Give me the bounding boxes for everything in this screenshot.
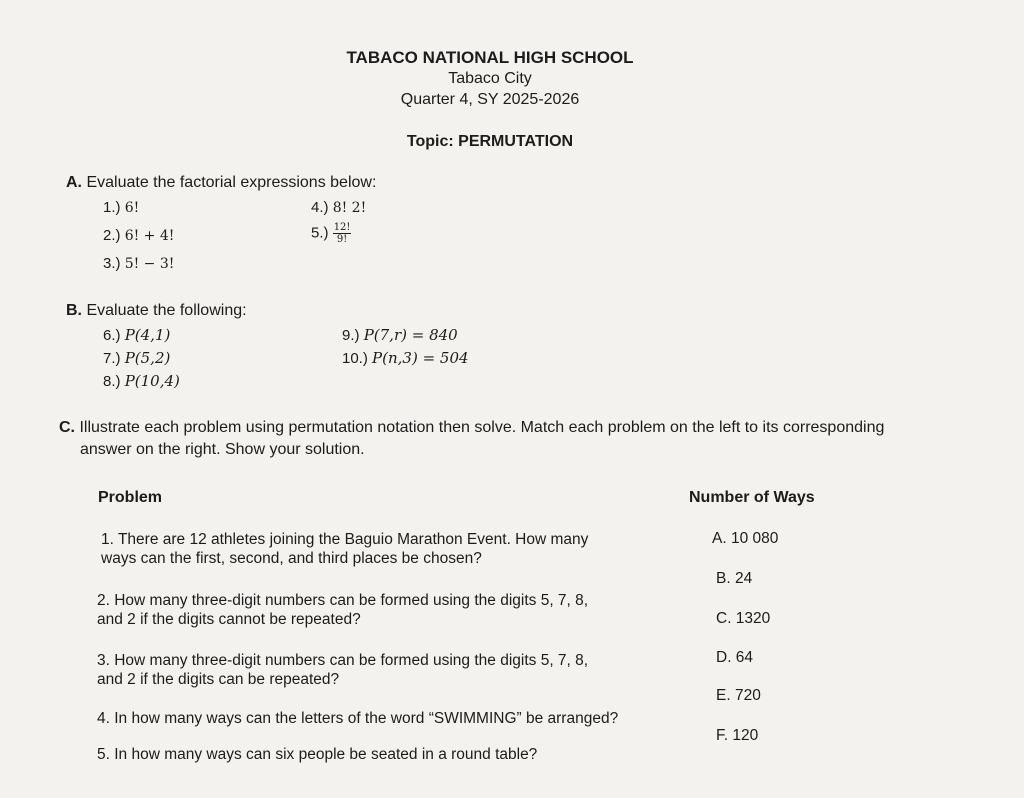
- item-1: [103, 199, 139, 216]
- problem-5-line1: 5. In how many ways can six people be seated in a round table?: [97, 746, 538, 763]
- section-c-instruction-line1: Illustrate each problem using permutation notation then solve. Match each problem on the left to its corresponding: [79, 419, 885, 436]
- problem-2-line2: and 2 if the digits cannot be repeated?: [97, 611, 361, 628]
- problem-1: [101, 530, 588, 568]
- section-b-heading: [66, 302, 247, 320]
- item-8-expression: P(10,4): [124, 372, 180, 390]
- item-3-expression: 5! − 3!: [124, 256, 175, 272]
- school-quarter: Quarter 4, SY 2025-2026: [400, 91, 580, 108]
- item-5-numerator: 12!: [333, 222, 351, 233]
- item-5-denominator: 9!: [336, 234, 348, 245]
- answer-column-header: Number of Ways: [689, 489, 815, 506]
- item-5: [311, 222, 351, 245]
- item-5-fraction: [333, 222, 352, 245]
- item-3: [103, 255, 174, 272]
- problem-3-line1: 3. How many three-digit numbers can be formed using the digits 5, 7, 8,: [97, 652, 589, 669]
- problem-1-line2: ways can the first, second, and third places be chosen?: [101, 550, 482, 567]
- answer-f: F. 120: [716, 727, 759, 744]
- item-2: [103, 227, 174, 244]
- item-6: [103, 326, 170, 344]
- answer-e: E. 720: [716, 687, 761, 704]
- item-4: [311, 199, 366, 216]
- problem-5: [97, 745, 537, 764]
- item-4-expression: 8! 2!: [332, 200, 367, 216]
- school-city: Tabaco City: [448, 70, 532, 87]
- item-10-number: 10.): [342, 350, 368, 367]
- problem-2-line1: 2. How many three-digit numbers can be formed using the digits 5, 7, 8,: [97, 592, 589, 609]
- item-6-number: 6.): [103, 327, 121, 344]
- item-8-number: 8.): [103, 373, 121, 390]
- answer-d: D. 64: [716, 649, 754, 666]
- item-3-number: 3.): [103, 255, 121, 272]
- item-2-number: 2.): [103, 227, 121, 244]
- section-a-heading: [66, 174, 376, 192]
- school-name: TABACO NATIONAL HIGH SCHOOL: [346, 48, 634, 67]
- item-1-expression: 6!: [124, 200, 140, 216]
- problem-1-line1: 1. There are 12 athletes joining the Baguio Marathon Event. How many: [101, 531, 589, 548]
- problem-column-header: Problem: [98, 489, 163, 506]
- section-c-letter: C.: [59, 419, 75, 436]
- item-8: [103, 372, 180, 390]
- problem-3-line2: and 2 if the digits can be repeated?: [97, 671, 340, 688]
- answer-a: A. 10 080: [712, 530, 779, 547]
- problem-4-line1: 4. In how many ways can the letters of the word “SWIMMING” be arranged?: [97, 710, 619, 727]
- item-7: [103, 349, 170, 367]
- section-c-heading: [59, 419, 884, 437]
- problem-2: [97, 591, 588, 629]
- item-5-number: 5.): [311, 224, 329, 242]
- item-10: [342, 349, 469, 367]
- problem-3: [97, 651, 588, 689]
- section-c-instruction-line2: answer on the right. Show your solution.: [80, 441, 365, 458]
- item-7-number: 7.): [103, 350, 121, 367]
- answer-b: B. 24: [716, 570, 753, 587]
- section-b-instruction: Evaluate the following:: [86, 302, 247, 319]
- answer-c: C. 1320: [716, 610, 771, 627]
- section-a-letter: A.: [66, 174, 82, 191]
- item-7-expression: P(5,2): [124, 349, 171, 367]
- item-9-number: 9.): [342, 327, 360, 344]
- section-a-instruction: Evaluate the factorial expressions below:: [86, 174, 377, 191]
- item-1-number: 1.): [103, 199, 121, 216]
- item-9: [342, 326, 458, 344]
- item-9-expression: P(7,r) = 840: [363, 326, 458, 344]
- section-b-letter: B.: [66, 302, 82, 319]
- problem-4: [97, 709, 618, 728]
- item-6-expression: P(4,1): [124, 326, 171, 344]
- item-4-number: 4.): [311, 199, 329, 216]
- item-2-expression: 6! + 4!: [124, 228, 175, 244]
- topic-title: Topic: PERMUTATION: [406, 133, 574, 150]
- item-10-expression: P(n,3) = 504: [372, 349, 469, 367]
